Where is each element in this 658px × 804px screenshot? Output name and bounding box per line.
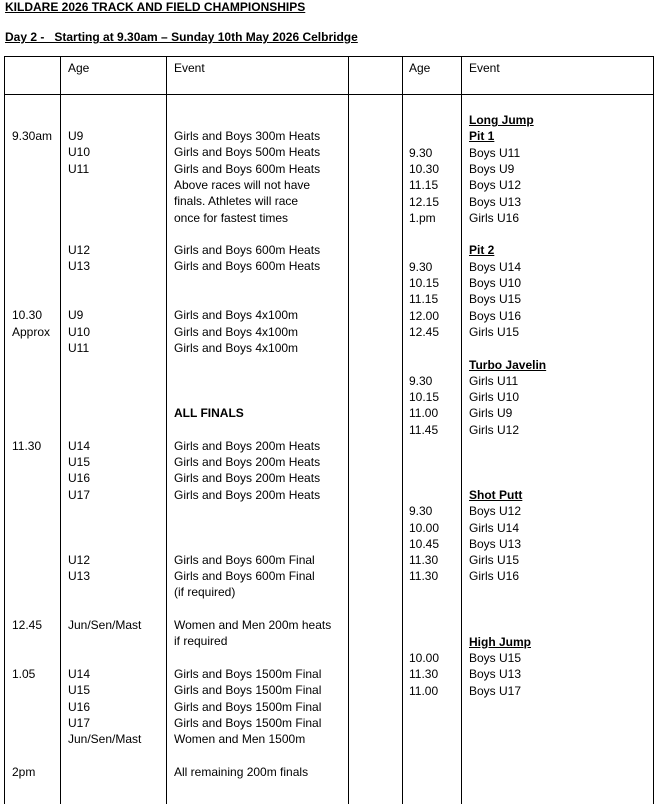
track-event: (if required)	[174, 585, 236, 600]
field-event: Boys U12	[469, 504, 522, 519]
field-time: 10.30	[409, 161, 440, 176]
header-age-right: Age	[409, 61, 431, 75]
field-time: 10.00	[409, 520, 440, 535]
track-age: U10	[68, 324, 91, 339]
field-time: 11.00	[409, 683, 439, 698]
track-event: Girls and Boys 1500m Final	[174, 683, 322, 698]
field-event: Boys U13	[469, 536, 522, 551]
track-event: Girls and Boys 600m Heats	[174, 161, 321, 176]
track-event: Girls and Boys 200m Heats	[174, 438, 321, 453]
track-event: Girls and Boys 1500m Final	[174, 699, 322, 714]
field-time: 11.15	[409, 178, 439, 193]
track-event: Girls and Boys 1500m Final	[174, 715, 322, 730]
track-event: Girls and Boys 200m Heats	[174, 487, 321, 502]
field-event: Girls U9	[469, 406, 513, 421]
track-age: U16	[68, 471, 91, 486]
field-event: Boys U11	[469, 145, 521, 160]
field-event: Boys U13	[469, 194, 522, 209]
track-event: ALL FINALS	[174, 406, 244, 421]
header-event-right: Event	[469, 61, 500, 75]
table-top-border	[4, 56, 654, 57]
field-event: Girls U16	[469, 569, 520, 584]
field-event-heading: High Jump	[469, 634, 531, 649]
field-event-heading: Long Jump	[469, 113, 534, 127]
field-time: 11.45	[409, 422, 439, 437]
field-time: 12.45	[409, 324, 440, 339]
track-event: Girls and Boys 4x100m	[174, 308, 299, 323]
document-subtitle: Day 2 - Starting at 9.30am – Sunday 10th May 2026 Celbridge	[5, 30, 358, 44]
track-event: Women and Men 1500m	[174, 732, 306, 747]
field-event: Girls U11	[469, 373, 519, 388]
track-event: Girls and Boys 1500m Final	[174, 666, 322, 681]
track-age: Jun/Sen/Mast	[68, 732, 142, 747]
field-event: Boys U12	[469, 178, 522, 193]
track-age: U14	[68, 438, 91, 453]
field-time: 12.00	[409, 308, 440, 323]
track-time: 1.05	[12, 666, 36, 681]
track-event: once for fastest times	[174, 210, 289, 225]
field-time: 10.45	[409, 536, 440, 551]
header-age-left: Age	[68, 61, 90, 75]
track-age: U9	[68, 308, 84, 323]
field-event-heading: Shot Putt	[469, 487, 523, 502]
track-time: 9.30am	[12, 129, 53, 143]
field-event: Boys U15	[469, 292, 522, 307]
field-time: 11.30	[409, 667, 439, 682]
col-divider-1	[60, 56, 61, 804]
col-divider-4	[402, 56, 403, 804]
field-time: 9.30	[409, 145, 433, 160]
track-event: Girls and Boys 600m Final	[174, 569, 315, 584]
track-age: U14	[68, 666, 91, 681]
track-age: U9	[68, 129, 84, 143]
track-age: U15	[68, 455, 91, 469]
field-event: Boys U13	[469, 667, 522, 682]
field-event: Boys U17	[469, 683, 522, 698]
field-event: Girls U10	[469, 390, 520, 405]
field-time: 11.00	[409, 406, 439, 421]
track-age: U11	[68, 161, 90, 176]
field-event: Boys U16	[469, 308, 522, 323]
track-event: Girls and Boys 200m Heats	[174, 471, 321, 486]
field-event: Girls U14	[469, 520, 520, 535]
track-time: 10.30	[12, 308, 43, 323]
track-event: if required	[174, 634, 228, 649]
track-age: U17	[68, 487, 91, 502]
field-event: Boys U9	[469, 161, 515, 176]
field-time: 9.30	[409, 373, 433, 388]
field-time: 1.pm	[409, 210, 436, 225]
field-event: Boys U10	[469, 276, 522, 290]
track-time: 11.30	[12, 438, 42, 453]
track-event: Girls and Boys 4x100m	[174, 324, 299, 339]
track-event: Girls and Boys 600m Final	[174, 552, 315, 567]
field-event: Boys U14	[469, 259, 522, 274]
field-event-heading: Pit 1	[469, 129, 495, 144]
track-age: Jun/Sen/Mast	[68, 618, 142, 632]
track-event: Girls and Boys 600m Heats	[174, 243, 321, 258]
track-event: Women and Men 200m heats	[174, 618, 332, 632]
header-divider	[4, 94, 654, 95]
track-age: U17	[68, 715, 91, 730]
field-time: 11.30	[409, 553, 439, 568]
field-time: 10.00	[409, 650, 440, 665]
field-time: 12.15	[409, 194, 440, 209]
track-time: 2pm	[12, 764, 36, 779]
field-event: Girls U15	[469, 324, 520, 339]
track-age: U16	[68, 699, 91, 714]
field-event: Girls U15	[469, 553, 520, 568]
col-divider-2	[166, 56, 167, 804]
col-divider-5	[461, 56, 462, 804]
field-event: Girls U16	[469, 210, 520, 225]
field-event-heading: Turbo Javelin	[469, 357, 547, 372]
field-event: Girls U12	[469, 422, 520, 437]
track-event: Girls and Boys 600m Heats	[174, 259, 321, 274]
document-title: KILDARE 2026 TRACK AND FIELD CHAMPIONSHIPS	[5, 0, 306, 14]
header-event-left: Event	[174, 61, 205, 75]
field-time: 10.15	[409, 276, 440, 290]
field-time: 9.30	[409, 259, 433, 274]
track-event: Above races will not have	[174, 177, 311, 192]
table-border-right	[653, 56, 654, 804]
track-age: U12	[68, 243, 91, 258]
track-event: Girls and Boys 200m Heats	[174, 455, 321, 469]
field-time: 11.15	[409, 292, 439, 307]
track-age: U15	[68, 683, 91, 698]
field-time: 9.30	[409, 504, 433, 519]
track-event: All remaining 200m finals	[174, 764, 309, 779]
track-event: Girls and Boys 500m Heats	[174, 145, 321, 160]
track-age: U12	[68, 552, 91, 567]
track-event: Girls and Boys 300m Heats	[174, 129, 321, 143]
track-event: finals. Athletes will race	[174, 194, 299, 209]
track-time: Approx	[12, 324, 51, 339]
table-border-left	[4, 56, 5, 804]
col-divider-3	[348, 56, 349, 804]
track-age: U11	[68, 340, 90, 355]
track-age: U10	[68, 145, 91, 160]
track-age: U13	[68, 569, 91, 584]
track-event: Girls and Boys 4x100m	[174, 340, 299, 355]
track-time: 12.45	[12, 618, 43, 632]
track-age: U13	[68, 259, 91, 274]
field-event: Boys U15	[469, 650, 522, 665]
field-event-heading: Pit 2	[469, 243, 495, 258]
field-time: 11.30	[409, 569, 439, 584]
field-time: 10.15	[409, 390, 440, 405]
